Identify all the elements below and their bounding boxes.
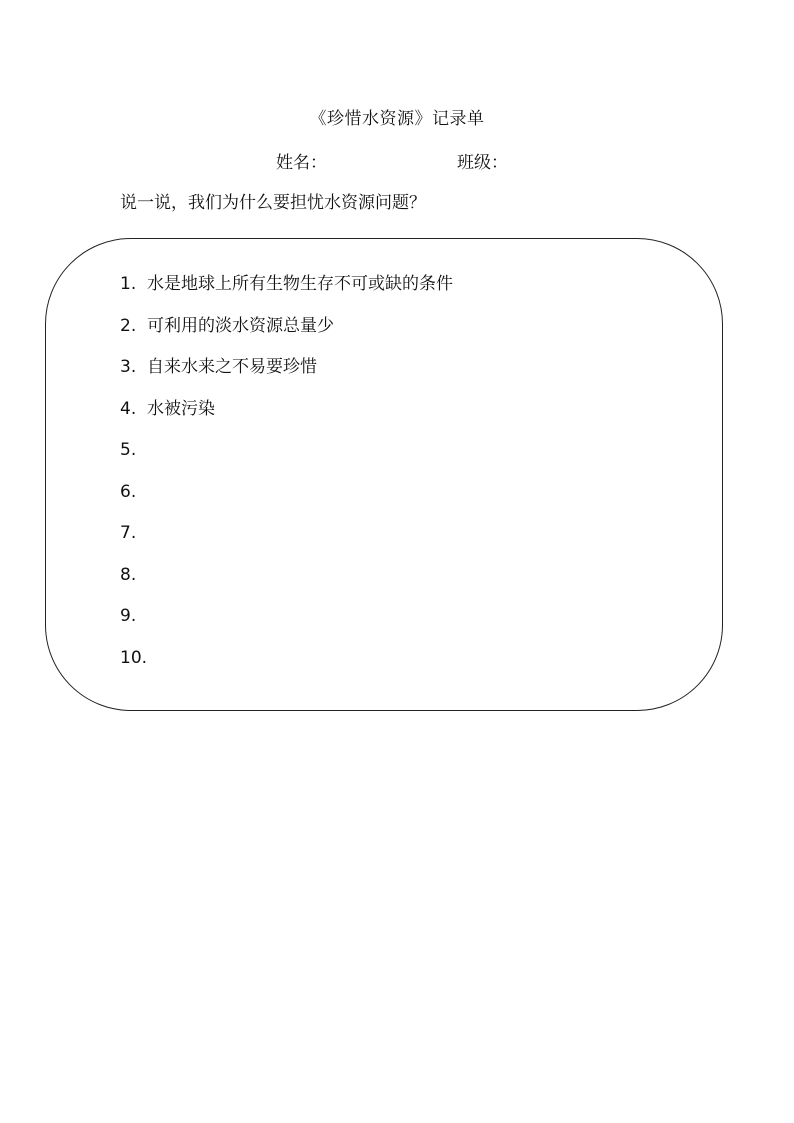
list-item bbox=[120, 564, 453, 606]
item-number: 2. bbox=[120, 315, 137, 336]
item-text: 水被污染 bbox=[147, 398, 215, 419]
list-item bbox=[120, 439, 453, 481]
list-item bbox=[120, 647, 453, 689]
item-text: 水是地球上所有生物生存不可或缺的条件 bbox=[147, 274, 453, 294]
list-item bbox=[120, 273, 453, 315]
item-number: 3. bbox=[120, 357, 137, 377]
item-number: 8. bbox=[120, 564, 137, 585]
item-text: 自来水来之不易要珍惜 bbox=[147, 357, 317, 377]
item-number: 1. bbox=[120, 274, 137, 294]
list-item bbox=[120, 522, 453, 564]
list-item bbox=[120, 398, 453, 440]
item-number: 10. bbox=[120, 647, 148, 668]
class-field-label: 班级： bbox=[457, 153, 508, 173]
list-item bbox=[120, 315, 453, 357]
question-prompt: 说一说，我们为什么要担忧水资源问题？ bbox=[120, 193, 426, 213]
item-number: 5. bbox=[120, 440, 137, 460]
list-item bbox=[120, 356, 453, 398]
item-number: 9. bbox=[120, 606, 137, 626]
worksheet-title: 《珍惜水资源》记录单 bbox=[309, 109, 485, 129]
item-number: 7. bbox=[120, 523, 137, 543]
name-field-label: 姓名： bbox=[276, 153, 327, 173]
list-item bbox=[120, 605, 453, 647]
item-number: 6. bbox=[120, 481, 137, 502]
answer-list bbox=[120, 273, 453, 688]
item-number: 4. bbox=[120, 398, 137, 419]
list-item bbox=[120, 481, 453, 523]
item-text: 可利用的淡水资源总量少 bbox=[147, 315, 334, 336]
